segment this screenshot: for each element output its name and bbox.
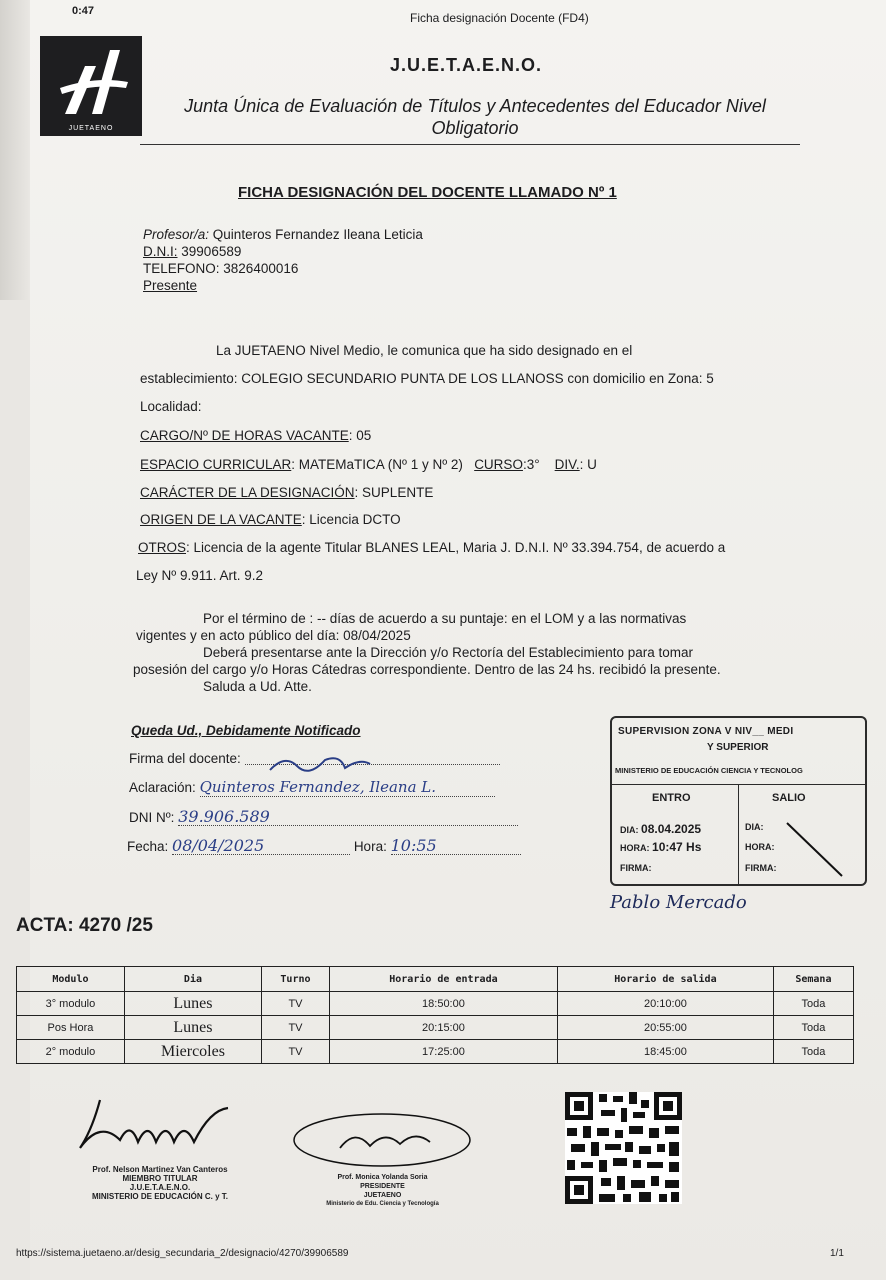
stamp-line3: MINISTERIO DE EDUCACIÓN CIENCIA Y TECNOLOG bbox=[615, 766, 803, 775]
intro-line2: establecimiento: COLEGIO SECUNDARIO PUNTA DE LOS LLANOSS con domicilio en Zona: 5 bbox=[140, 371, 714, 386]
caracter-label: CARÁCTER DE LA DESIGNACIÓN bbox=[140, 485, 355, 500]
left-signature-block bbox=[70, 1090, 250, 1201]
saluda: Saluda a Ud. Atte. bbox=[203, 679, 312, 694]
curso-label: CURSO bbox=[474, 457, 523, 472]
firma-label: Firma del docente: bbox=[129, 751, 241, 766]
tel-label: TELEFONO: bbox=[143, 261, 220, 276]
table-row bbox=[17, 1040, 854, 1064]
supervision-stamp bbox=[610, 716, 867, 886]
qr-code-icon bbox=[565, 1092, 682, 1204]
col-modulo: Modulo bbox=[17, 967, 125, 992]
stamp-dia-entro: DIA: 08.04.2025 bbox=[620, 822, 702, 836]
aclaracion-handwritten: Quinteros Fernandez, Ileana L. bbox=[200, 779, 495, 797]
firma-docente-signature bbox=[245, 764, 500, 765]
right-signer-role2: JUETAENO bbox=[363, 1192, 402, 1199]
cell-dia: Lunes bbox=[124, 992, 261, 1016]
dni-label: D.N.I: bbox=[143, 244, 178, 259]
left-signer-role2: J.U.E.T.A.E.N.O. bbox=[129, 1183, 191, 1192]
dni-handwritten: 39.906.589 bbox=[178, 808, 518, 826]
cell-modulo: 3° modulo bbox=[17, 992, 125, 1016]
intro-line1: La JUETAENO Nivel Medio, le comunica que ha sido designado en el bbox=[216, 343, 633, 358]
cell-turno: TV bbox=[262, 1016, 330, 1040]
stamp-hora-salio: HORA: bbox=[745, 842, 775, 852]
left-signer-role1: MIEMBRO TITULAR bbox=[122, 1174, 198, 1183]
otros-row bbox=[138, 539, 725, 556]
footer-url: https://sistema.juetaeno.ar/desig_secundaria_2/designacio/4270/39906589 bbox=[16, 1248, 349, 1259]
col-entrada: Horario de entrada bbox=[329, 967, 557, 992]
cell-entrada: 20:15:00 bbox=[329, 1016, 557, 1040]
cell-dia: Lunes bbox=[124, 1016, 261, 1040]
dni-firma-label: DNI Nº: bbox=[129, 810, 175, 825]
schedule-table bbox=[16, 966, 854, 1064]
cell-turno: TV bbox=[262, 1040, 330, 1064]
presentarse-line1: Deberá presentarse ante la Dirección y/o Rectoría del Establecimiento para tomar bbox=[203, 645, 693, 660]
document-title: FICHA DESIGNACIÓN DEL DOCENTE LLAMADO Nº 1 bbox=[238, 184, 617, 201]
dni-value: 39906589 bbox=[181, 244, 242, 259]
stamp-salio: SALIO bbox=[772, 792, 806, 804]
otros-value: : Licencia de la agente Titular BLANES LEAL, Maria J. D.N.I. Nº 33.394.754, de acuerdo a bbox=[186, 540, 726, 555]
presentarse-line2: posesión del cargo y/o Horas Cátedras correspondiente. Dentro de las 24 hs. recibidó la presente. bbox=[133, 662, 721, 677]
fecha-hora-row bbox=[127, 837, 521, 855]
caracter-value: : SUPLENTE bbox=[354, 485, 434, 500]
juetaeno-logo bbox=[40, 36, 142, 136]
cell-entrada: 17:25:00 bbox=[329, 1040, 557, 1064]
cell-entrada: 18:50:00 bbox=[329, 992, 557, 1016]
col-turno: Turno bbox=[262, 967, 330, 992]
espacio-row bbox=[140, 456, 597, 473]
cell-semana: Toda bbox=[773, 992, 853, 1016]
right-signer-name: Prof. Monica Yolanda Soria bbox=[337, 1174, 428, 1181]
right-signer-role3: Ministerio de Edu. Ciencia y Tecnología bbox=[326, 1201, 439, 1207]
cell-turno: TV bbox=[262, 992, 330, 1016]
logo-mark-icon bbox=[40, 36, 142, 136]
col-salida: Horario de salida bbox=[558, 967, 774, 992]
otros-label: OTROS bbox=[138, 540, 187, 555]
stamp-line1: SUPERVISION ZONA V NIV__ MEDI bbox=[618, 726, 794, 737]
curso-value: :3° bbox=[522, 457, 540, 472]
presente-label: Presente bbox=[143, 278, 198, 293]
footer-page: 1/1 bbox=[830, 1248, 844, 1259]
cell-salida: 20:10:00 bbox=[558, 992, 774, 1016]
dni-firma-row bbox=[129, 808, 518, 826]
cell-semana: Toda bbox=[773, 1016, 853, 1040]
caracter-row bbox=[140, 484, 433, 501]
col-dia: Dia bbox=[124, 967, 261, 992]
schedule-header-row bbox=[17, 967, 854, 992]
aclaracion-label: Aclaración: bbox=[129, 780, 196, 795]
table-row bbox=[17, 1016, 854, 1040]
firma-docente-row bbox=[129, 750, 500, 767]
cargo-row bbox=[140, 427, 371, 444]
stamp-cross-icon bbox=[782, 818, 852, 878]
org-acronym: J.U.E.T.A.E.N.O. bbox=[390, 55, 543, 75]
left-signer-name: Prof. Nelson Martinez Van Canteros bbox=[92, 1165, 228, 1174]
stamp-firma-salio: FIRMA: bbox=[745, 863, 777, 873]
otros-row2: Ley Nº 9.911. Art. 9.2 bbox=[136, 568, 264, 583]
notificado-heading: Queda Ud., Debidamente Notificado bbox=[131, 723, 361, 738]
tel-value: 3826400016 bbox=[223, 261, 299, 276]
form-title: Ficha designación Docente (FD4) bbox=[410, 11, 589, 25]
stamp-hora-entro: HORA: 10:47 Hs bbox=[620, 840, 702, 854]
origen-row bbox=[140, 511, 401, 528]
right-signature-block bbox=[290, 1108, 475, 1209]
fecha-handwritten: 08/04/2025 bbox=[172, 837, 350, 855]
recipient-block bbox=[143, 226, 423, 294]
div-value: : U bbox=[579, 457, 597, 472]
col-semana: Semana bbox=[773, 967, 853, 992]
stamp-dia-salio: DIA: bbox=[745, 822, 764, 832]
acta-number: ACTA: 4270 /25 bbox=[16, 915, 153, 936]
hora-handwritten: 10:55 bbox=[391, 837, 521, 855]
aclaracion-row bbox=[129, 779, 495, 797]
docente-signature-icon bbox=[265, 752, 375, 774]
cell-modulo: Pos Hora bbox=[17, 1016, 125, 1040]
right-signature-icon bbox=[290, 1108, 475, 1168]
localidad: Localidad: bbox=[140, 399, 202, 414]
espacio-label: ESPACIO CURRICULAR bbox=[140, 457, 292, 472]
origen-value: : Licencia DCTO bbox=[301, 512, 401, 527]
cell-salida: 20:55:00 bbox=[558, 1016, 774, 1040]
termino-line1: Por el término de : -- días de acuerdo a su puntaje: en el LOM y a las normativas bbox=[203, 611, 687, 626]
stamp-line2: Y SUPERIOR bbox=[707, 742, 769, 753]
cargo-value: : 05 bbox=[348, 428, 372, 443]
logo-text: JUETAENO bbox=[68, 125, 114, 132]
termino-line2: vigentes y en acto público del día: 08/04/2025 bbox=[136, 628, 411, 643]
left-signature-icon bbox=[70, 1090, 240, 1160]
page-curl bbox=[0, 0, 30, 300]
stamp-entro: ENTRO bbox=[652, 792, 691, 804]
org-full-name bbox=[170, 95, 780, 139]
cargo-label: CARGO/Nº DE HORAS VACANTE bbox=[140, 428, 349, 443]
right-signer-role1: PRESIDENTE bbox=[360, 1183, 405, 1190]
cell-dia: Miercoles bbox=[124, 1040, 261, 1064]
cell-semana: Toda bbox=[773, 1040, 853, 1064]
origen-label: ORIGEN DE LA VACANTE bbox=[140, 512, 302, 527]
profesor-value: Quinteros Fernandez Ileana Leticia bbox=[212, 227, 423, 242]
espacio-value: : MATEMaTICA (Nº 1 y Nº 2) bbox=[291, 457, 463, 472]
capture-time: 0:47 bbox=[72, 5, 95, 17]
cell-salida: 18:45:00 bbox=[558, 1040, 774, 1064]
stamp-handwritten-name: Pablo Mercado bbox=[610, 892, 747, 913]
left-signer-role3: MINISTERIO DE EDUCACIÓN C. y T. bbox=[91, 1192, 228, 1201]
org-name-line1: Junta Única de Evaluación de Títulos y Antecedentes del Educador Nivel bbox=[184, 96, 766, 116]
fecha-label: Fecha: bbox=[127, 839, 169, 854]
header-divider bbox=[140, 144, 800, 145]
hora-label: Hora: bbox=[353, 839, 387, 854]
org-name-line2: Obligatorio bbox=[431, 118, 519, 138]
table-row bbox=[17, 992, 854, 1016]
cell-modulo: 2° modulo bbox=[17, 1040, 125, 1064]
stamp-firma-entro: FIRMA: bbox=[620, 863, 652, 873]
div-label: DIV. bbox=[554, 457, 580, 472]
profesor-label: Profesor/a: bbox=[143, 227, 210, 242]
